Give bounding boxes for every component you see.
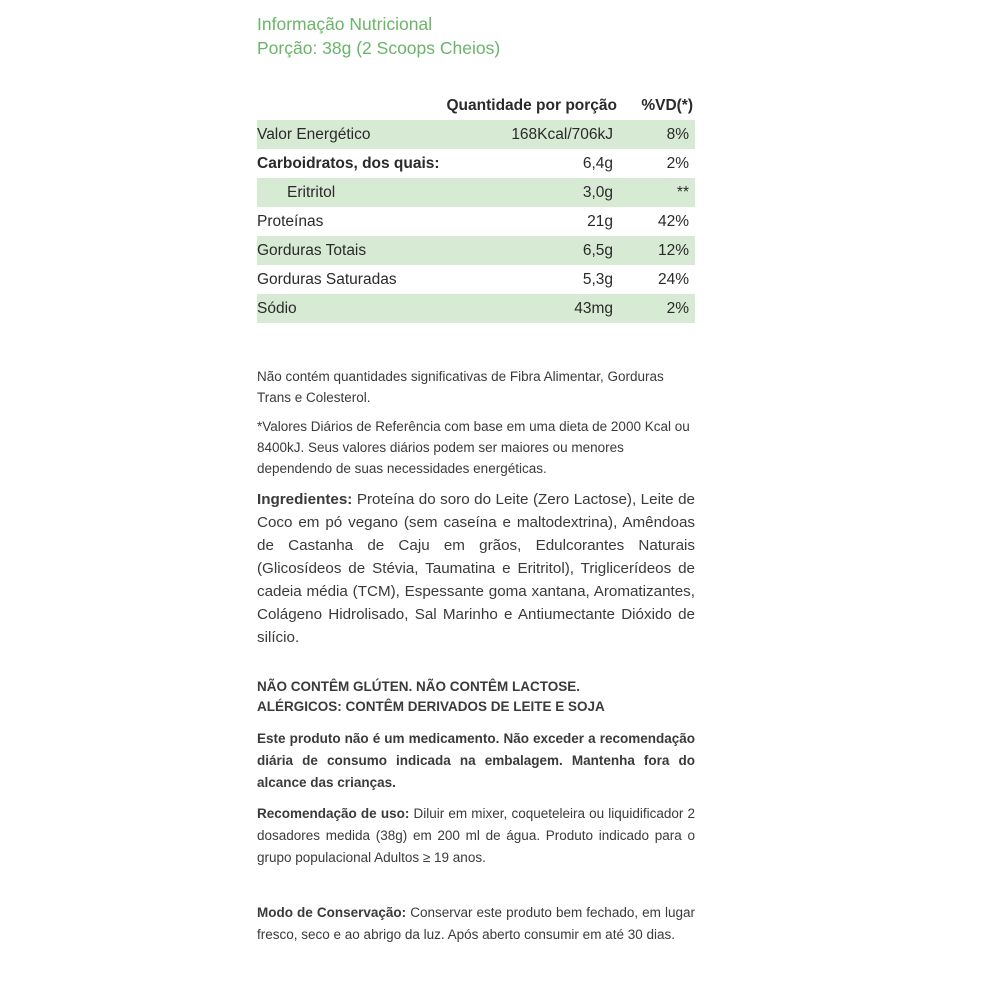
usage-block [257,803,695,869]
note-not-significant-block [257,366,695,408]
medicine-warning-block [257,728,695,794]
table-row [257,178,695,207]
nutrient-qty: 21g [587,212,613,230]
header [257,12,695,60]
storage-instructions: Conservar este produto bem fechado, em lugar fresco, seco e ao abrigo da luz. Após aberto consumir em até 30 dias. [257,905,695,942]
nutrient-vd: 2% [666,299,689,317]
nutrient-qty: 5,3g [582,270,613,288]
ingredients-label: Ingredientes: [257,491,353,508]
nutrient-vd: 2% [666,154,689,172]
column-quantity-header: Quantidade por porção [446,97,617,114]
portion-label: Porção: 38g (2 Scoops Cheios) [257,38,501,58]
nutrient-name: Gorduras Saturadas [257,270,397,288]
ingredients-block [257,488,695,649]
table-row [257,149,695,178]
nutrition-table [257,92,695,323]
table-row [257,294,695,323]
table-row [257,207,695,236]
storage-label: Modo de Conservação: [257,905,407,920]
nutrient-qty: 3,0g [582,183,613,201]
warnings-block [257,677,695,717]
column-vd-header: %VD(*) [641,97,693,114]
table-row [257,265,695,294]
ingredients-list: Proteína do soro do Leite (Zero Lactose), Leite de Coco em pó vegano (sem caseína e maltodextrina), Amêndoas de Castanha de Caju em grãos, Edulcorantes Naturais (Glicosídeos de Stévia, Taumatina e Eritritol), Triglicerídeos de cadeia média (TCM), Espessante goma xantana, Aromatizantes, Colágeno Hidrolisado, Sal Marinho e Antiumectante Dióxido de silício. [257,491,695,646]
title: Informação Nutricional [257,14,433,34]
nutrient-qty: 6,5g [582,241,613,259]
note-daily-values-block [257,416,695,479]
note-daily-values: *Valores Diários de Referência com base em uma dieta de 2000 Kcal ou 8400kJ. Seus valores diários podem ser maiores ou menores dependendo de suas necessidades energéticas. [257,419,690,476]
nutrient-name: Valor Energético [257,125,371,143]
nutrient-name: Sódio [257,299,297,317]
nutrient-name: Gorduras Totais [257,241,367,259]
nutrient-qty: 168Kcal/706kJ [511,125,613,143]
nutrient-name: Eritritol [287,183,336,201]
table-header [257,92,695,120]
nutrient-qty: 6,4g [582,154,613,172]
usage-label: Recomendação de uso: [257,806,410,821]
gluten-lactose-warning: NÃO CONTÊM GLÚTEN. NÃO CONTÊM LACTOSE. [257,679,580,694]
storage-block [257,902,695,946]
table-row [257,236,695,265]
nutrient-vd: 8% [666,125,689,143]
nutrient-vd: 12% [657,241,689,259]
note-not-significant: Não contém quantidades significativas de Fibra Alimentar, Gorduras Trans e Colesterol. [257,369,664,405]
nutrient-vd: 24% [657,270,689,288]
allergens-warning: ALÉRGICOS: CONTÊM DERIVADOS DE LEITE E SOJA [257,699,605,714]
nutrient-vd: 42% [657,212,689,230]
nutrient-name: Proteínas [257,212,324,230]
medicine-warning: Este produto não é um medicamento. Não exceder a recomendação diária de consumo indicada na embalagem. Mantenha fora do alcance das crianças. [257,731,695,790]
storage-text [257,902,695,946]
table-row [257,120,695,149]
usage-text [257,803,695,869]
ingredients-text [257,488,695,649]
nutrient-name: Carboidratos, dos quais: [257,154,440,172]
nutrient-qty: 43mg [574,299,613,317]
usage-instructions: Diluir em mixer, coqueteleira ou liquidificador 2 dosadores medida (38g) em 200 ml de água. Produto indicado para o grupo populacional Adultos ≥ 19 anos. [257,806,695,865]
nutrient-vd: ** [676,183,689,201]
